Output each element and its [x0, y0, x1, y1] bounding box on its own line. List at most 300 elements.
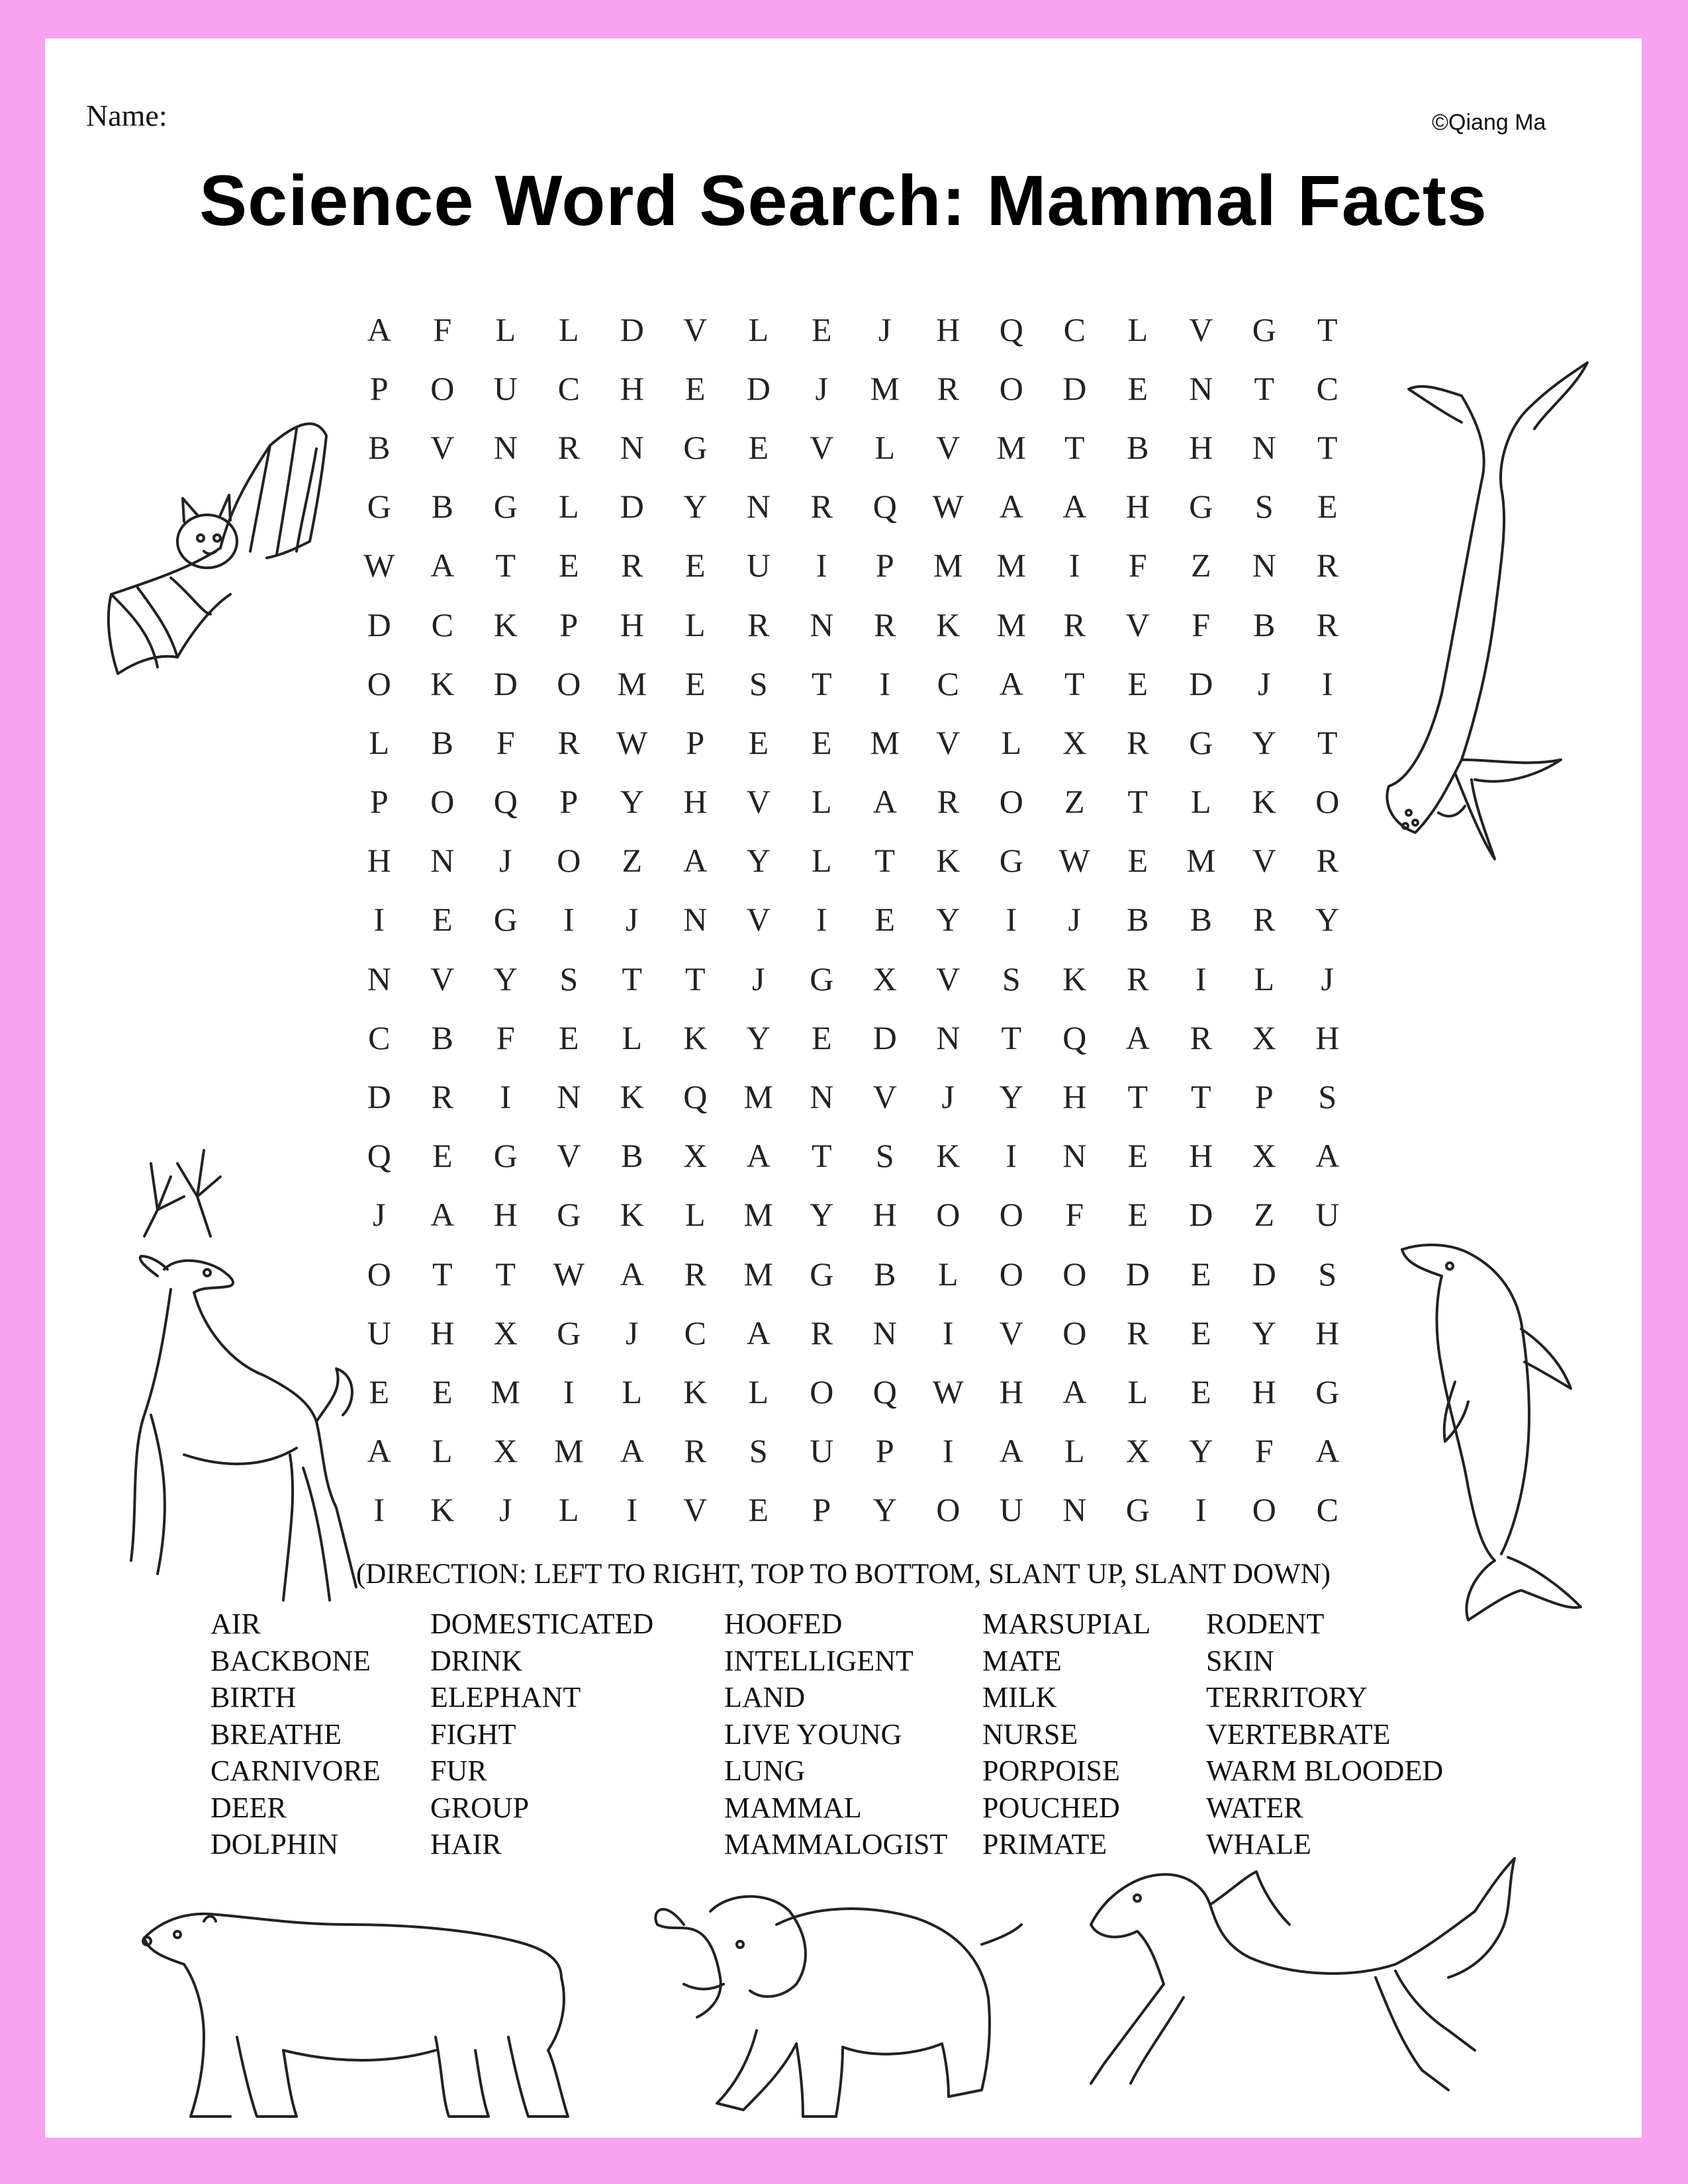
grid-letter: M	[996, 428, 1026, 466]
grid-letter: B	[1127, 901, 1149, 938]
grid-letter: Y	[620, 783, 644, 821]
grid-letter: F	[496, 1019, 515, 1056]
grid-letter: I	[1068, 547, 1080, 584]
grid-letter: N	[367, 960, 391, 997]
word-list-item: NURSE	[982, 1717, 1078, 1751]
grid-letter: A	[999, 1432, 1023, 1470]
grid-letter: R	[747, 606, 770, 643]
grid-letter: L	[1001, 723, 1022, 761]
grid-letter: T	[1064, 664, 1085, 702]
grid-letter: A	[620, 1432, 644, 1470]
grid-letter: L	[622, 1019, 643, 1056]
grid-letter: M	[870, 723, 900, 761]
grid-letter: G	[1125, 1491, 1150, 1529]
grid-letter: O	[936, 1491, 961, 1529]
word-list-item: DOMESTICATED	[430, 1608, 654, 1640]
word-list-item: SKIN	[1206, 1644, 1274, 1677]
grid-letter: E	[811, 723, 832, 761]
grid-letter: R	[1316, 842, 1338, 880]
word-list-item: LAND	[724, 1681, 806, 1713]
grid-letter: G	[557, 1196, 581, 1234]
grid-letter: M	[1186, 842, 1216, 880]
grid-letter: O	[1062, 1314, 1087, 1351]
grid-letter: T	[1001, 1019, 1022, 1056]
grid-letter: I	[879, 664, 891, 702]
grid-letter: A	[683, 842, 708, 880]
grid-letter: A	[367, 310, 391, 348]
grid-letter: O	[367, 1255, 391, 1293]
word-list-column-3	[724, 1606, 947, 1863]
grid-letter: Q	[683, 1078, 708, 1116]
grid-letter: P	[559, 783, 579, 821]
grid-letter: I	[816, 901, 827, 938]
grid-letter: E	[684, 547, 706, 584]
grid-letter: L	[558, 488, 579, 525]
grid-letter: K	[1062, 960, 1087, 997]
grid-letter: A	[999, 488, 1023, 525]
grid-letter: K	[620, 1196, 644, 1234]
grid-letter: B	[1190, 901, 1212, 938]
grid-letter: K	[936, 606, 961, 643]
word-list-item: POUCHED	[982, 1791, 1120, 1824]
grid-letter: R	[557, 428, 580, 466]
grid-letter: E	[1127, 1137, 1149, 1175]
grid-letter: U	[1315, 1196, 1340, 1234]
grid-letter: A	[746, 1137, 771, 1175]
grid-letter: E	[1190, 1255, 1211, 1293]
grid-letter: Y	[1252, 723, 1276, 761]
grid-letter: L	[811, 783, 832, 821]
grid-letter: E	[748, 428, 769, 466]
grid-letter: S	[749, 664, 768, 702]
grid-letter: P	[812, 1491, 831, 1529]
word-list-column-2	[430, 1606, 653, 1863]
grid-letter: I	[1195, 1491, 1207, 1529]
grid-letter: P	[1254, 1078, 1274, 1116]
grid-letter: X	[493, 1432, 518, 1470]
grid-letter: J	[373, 1196, 386, 1234]
grid-letter: X	[493, 1314, 518, 1351]
page-title: Science Word Search: Mammal Facts	[199, 160, 1487, 240]
deer-illustration	[105, 1137, 389, 1627]
grid-letter: U	[746, 547, 771, 584]
grid-letter: U	[367, 1314, 391, 1351]
polar-bear-illustration	[138, 1905, 588, 2130]
grid-letter: W	[616, 723, 648, 761]
grid-letter: S	[875, 1137, 894, 1175]
grid-letter: H	[430, 1314, 455, 1351]
grid-letter: O	[1315, 783, 1340, 821]
grid-letter: R	[937, 369, 959, 407]
grid-letter: F	[1128, 547, 1147, 584]
grid-letter: T	[1317, 723, 1338, 761]
word-list-item: WATER	[1206, 1791, 1303, 1824]
word-list-item: MARSUPIAL	[982, 1608, 1151, 1640]
grid-letter: D	[746, 369, 771, 407]
grid-letter: G	[1189, 723, 1213, 761]
grid-letter: V	[810, 428, 834, 466]
grid-letter: O	[999, 783, 1023, 821]
grid-letter: L	[1190, 783, 1211, 821]
grid-letter: G	[1189, 488, 1213, 525]
grid-letter: Y	[746, 1019, 771, 1056]
grid-letter: J	[1321, 960, 1334, 997]
grid-letter: Z	[1254, 1196, 1275, 1234]
word-list-item: WHALE	[1206, 1828, 1311, 1860]
grid-letter: F	[496, 723, 515, 761]
word-list-item: BIRTH	[211, 1681, 297, 1713]
grid-letter: N	[493, 428, 518, 466]
grid-letter: X	[1062, 723, 1087, 761]
grid-letter: B	[1253, 606, 1276, 643]
grid-letter: K	[936, 842, 961, 880]
grid-letter: D	[1125, 1255, 1150, 1293]
grid-letter: O	[557, 664, 581, 702]
grid-letter: D	[367, 1078, 391, 1116]
grid-letter: U	[493, 369, 518, 407]
grid-letter: C	[1316, 1491, 1338, 1529]
grid-letter: N	[872, 1314, 897, 1351]
grid-letter: I	[1006, 901, 1017, 938]
grid-letter: L	[1254, 960, 1275, 997]
grid-letter: V	[936, 960, 961, 997]
word-list-column-5	[1206, 1606, 1443, 1863]
word-list-item: LIVE YOUNG	[724, 1717, 902, 1751]
grid-letter: R	[1127, 960, 1149, 997]
grid-letter: I	[373, 901, 385, 938]
copyright-notice: ©Qiang Ma	[1432, 110, 1546, 135]
word-list-item: INTELLIGENT	[724, 1644, 914, 1677]
grid-letter: N	[1252, 547, 1276, 584]
grid-letter: E	[684, 664, 706, 702]
grid-letter: D	[493, 664, 518, 702]
grid-letter: V	[936, 723, 961, 761]
letter-grid	[348, 300, 1359, 1539]
grid-letter: T	[811, 664, 832, 702]
grid-letter: E	[558, 1019, 579, 1056]
grid-letter: V	[1189, 310, 1213, 348]
grid-letter: V	[936, 428, 961, 466]
grid-letter: I	[563, 901, 575, 938]
grid-letter: O	[810, 1373, 834, 1410]
grid-letter: T	[622, 960, 643, 997]
grid-letter: O	[936, 1196, 961, 1234]
grid-letter: N	[620, 428, 644, 466]
grid-letter: P	[369, 369, 389, 407]
grid-letter: G	[683, 428, 708, 466]
grid-letter: N	[746, 488, 771, 525]
word-list-item: HAIR	[430, 1828, 502, 1860]
grid-letter: S	[1254, 488, 1274, 525]
grid-letter: G	[493, 488, 518, 525]
grid-letter: L	[432, 1432, 453, 1470]
grid-letter: D	[872, 1019, 897, 1056]
grid-letter: T	[874, 842, 896, 880]
grid-letter: F	[433, 310, 452, 348]
grid-letter: I	[1321, 664, 1333, 702]
grid-letter: J	[499, 1491, 512, 1529]
grid-letter: M	[743, 1078, 773, 1116]
grid-letter: S	[1002, 960, 1021, 997]
word-list-item: BREATHE	[211, 1717, 342, 1751]
word-list-item: AIR	[211, 1608, 261, 1640]
grid-letter: C	[557, 369, 580, 407]
grid-letter: T	[432, 1255, 453, 1293]
grid-letter: L	[874, 428, 896, 466]
grid-letter: L	[811, 842, 832, 880]
grid-letter: N	[810, 1078, 834, 1116]
grid-letter: L	[495, 310, 516, 348]
grid-letter: C	[431, 606, 453, 643]
grid-letter: P	[875, 547, 894, 584]
grid-letter: Y	[493, 960, 518, 997]
grid-letter: Y	[810, 1196, 834, 1234]
word-list-item: PORPOISE	[982, 1754, 1120, 1787]
word-list-column-4	[982, 1606, 1150, 1863]
grid-letter: D	[1062, 369, 1087, 407]
grid-letter: R	[557, 723, 580, 761]
grid-letter: A	[430, 1196, 455, 1234]
grid-letter: A	[999, 664, 1023, 702]
grid-letter: X	[1125, 1432, 1150, 1470]
grid-letter: V	[683, 1491, 708, 1529]
grid-letter: D	[367, 606, 391, 643]
grid-letter: E	[1317, 488, 1338, 525]
grid-letter: N	[557, 1078, 581, 1116]
grid-letter: C	[684, 1314, 706, 1351]
grid-letter: A	[1062, 488, 1087, 525]
grid-letter: J	[941, 1078, 955, 1116]
grid-letter: N	[1252, 428, 1276, 466]
direction-note: (DIRECTION: LEFT TO RIGHT, TOP TO BOTTOM, SLANT UP, SLANT DOWN)	[355, 1559, 1331, 1590]
grid-letter: H	[1315, 1019, 1340, 1056]
grid-letter: G	[1315, 1373, 1340, 1410]
grid-letter: V	[746, 901, 771, 938]
grid-letter: H	[1189, 1137, 1213, 1175]
grid-letter: M	[933, 547, 963, 584]
grid-letter: R	[1127, 1314, 1149, 1351]
grid-letter: E	[1190, 1314, 1211, 1351]
grid-letter: L	[558, 1491, 579, 1529]
grid-letter: D	[1189, 1196, 1213, 1234]
grid-letter: C	[1316, 369, 1338, 407]
grid-letter: I	[500, 1078, 512, 1116]
word-list-item: VERTEBRATE	[1206, 1717, 1391, 1751]
grid-letter: E	[369, 1373, 390, 1410]
grid-letter: V	[430, 428, 455, 466]
grid-letter: G	[557, 1314, 581, 1351]
grid-letter: S	[749, 1432, 768, 1470]
grid-letter: S	[1318, 1078, 1337, 1116]
grid-letter: L	[1064, 1432, 1085, 1470]
grid-letter: H	[620, 369, 644, 407]
grid-letter: Y	[1315, 901, 1340, 938]
word-list-item: PRIMATE	[982, 1828, 1107, 1860]
grid-letter: Y	[1189, 1432, 1213, 1470]
grid-letter: T	[811, 1137, 832, 1175]
word-list-item: BACKBONE	[211, 1644, 371, 1677]
grid-letter: O	[999, 369, 1023, 407]
grid-letter: B	[621, 1137, 643, 1175]
grid-letter: R	[684, 1255, 706, 1293]
word-list-item: TERRITORY	[1206, 1681, 1368, 1713]
grid-letter: V	[557, 1137, 581, 1175]
grid-letter: Q	[999, 310, 1023, 348]
grid-letter: Q	[1062, 1019, 1087, 1056]
grid-letter: J	[815, 369, 828, 407]
word-list-item: RODENT	[1206, 1608, 1325, 1640]
grid-letter: J	[752, 960, 765, 997]
word-list-item: CARNIVORE	[211, 1754, 381, 1787]
grid-letter: A	[367, 1432, 391, 1470]
grid-letter: M	[617, 664, 647, 702]
grid-letter: O	[1062, 1255, 1087, 1293]
grid-letter: K	[1252, 783, 1276, 821]
grid-letter: E	[432, 1137, 453, 1175]
grid-letter: V	[872, 1078, 897, 1116]
grid-letter: O	[1252, 1491, 1276, 1529]
word-list-item: ELEPHANT	[430, 1681, 581, 1713]
grid-letter: T	[495, 1255, 516, 1293]
grid-letter: A	[872, 783, 897, 821]
grid-letter: D	[1189, 664, 1213, 702]
grid-letter: G	[810, 960, 834, 997]
grid-letter: L	[684, 1196, 706, 1234]
grid-letter: L	[748, 1373, 769, 1410]
grid-letter: B	[368, 428, 391, 466]
grid-letter: V	[1252, 842, 1276, 880]
grid-letter: Q	[493, 783, 518, 821]
grid-letter: B	[1127, 428, 1149, 466]
grid-letter: A	[1062, 1373, 1087, 1410]
grid-letter: B	[431, 488, 453, 525]
grid-letter: Y	[1252, 1314, 1276, 1351]
grid-letter: D	[620, 488, 644, 525]
word-list-item: DOLPHIN	[211, 1828, 339, 1860]
grid-letter: H	[683, 783, 708, 821]
grid-letter: L	[1127, 1373, 1149, 1410]
grid-letter: F	[1065, 1196, 1084, 1234]
grid-letter: Y	[936, 901, 961, 938]
grid-letter: T	[495, 547, 516, 584]
word-list-item: MATE	[982, 1644, 1062, 1677]
grid-letter: K	[620, 1078, 644, 1116]
grid-letter: O	[430, 369, 455, 407]
grid-letter: J	[626, 1314, 639, 1351]
grid-letter: G	[493, 901, 518, 938]
grid-letter: W	[932, 1373, 964, 1410]
grid-letter: G	[999, 842, 1023, 880]
word-list-item: MAMMALOGIST	[724, 1828, 948, 1860]
grid-letter: M	[743, 1255, 773, 1293]
grid-letter: H	[1125, 488, 1150, 525]
grid-letter: C	[937, 664, 959, 702]
grid-letter: H	[1315, 1314, 1340, 1351]
grid-letter: Y	[746, 842, 771, 880]
grid-letter: X	[872, 960, 897, 997]
word-list-item: LUNG	[724, 1754, 806, 1787]
grid-letter: R	[431, 1078, 453, 1116]
grid-letter: K	[430, 664, 455, 702]
word-list-item: HOOFED	[724, 1608, 843, 1640]
grid-letter: X	[1252, 1019, 1276, 1056]
grid-letter: X	[683, 1137, 708, 1175]
grid-letter: K	[936, 1137, 961, 1175]
word-list-item: DRINK	[430, 1644, 523, 1677]
grid-letter: L	[558, 310, 579, 348]
grid-letter: O	[367, 664, 391, 702]
grid-letter: T	[1317, 310, 1338, 348]
grid-letter: N	[683, 901, 708, 938]
grid-letter: B	[431, 723, 453, 761]
grid-letter: R	[810, 488, 833, 525]
grid-letter: C	[368, 1019, 391, 1056]
worksheet-page	[45, 38, 1642, 2138]
word-list-item: FIGHT	[430, 1717, 516, 1751]
grid-letter: N	[810, 606, 834, 643]
grid-letter: L	[622, 1373, 643, 1410]
grid-letter: A	[620, 1255, 644, 1293]
grid-letter: F	[1254, 1432, 1274, 1470]
grid-letter: B	[431, 1019, 453, 1056]
grid-letter: Y	[999, 1078, 1023, 1116]
grid-letter: G	[367, 488, 391, 525]
grid-letter: R	[684, 1432, 706, 1470]
grid-letter: P	[559, 606, 579, 643]
word-list-item: WARM BLOODED	[1206, 1754, 1444, 1787]
grid-letter: L	[1127, 310, 1149, 348]
grid-letter: E	[748, 723, 769, 761]
grid-letter: N	[1062, 1491, 1087, 1529]
grid-letter: I	[626, 1491, 638, 1529]
grid-letter: W	[1058, 842, 1090, 880]
word-list-item: MAMMAL	[724, 1791, 862, 1824]
grid-letter: Y	[872, 1491, 897, 1529]
grid-letter: A	[1315, 1137, 1340, 1175]
grid-letter: E	[1127, 664, 1149, 702]
grid-letter: R	[1316, 547, 1338, 584]
grid-letter: Q	[872, 488, 897, 525]
grid-letter: R	[1253, 901, 1276, 938]
grid-letter: N	[430, 842, 455, 880]
bat-illustration	[98, 396, 336, 687]
grid-letter: J	[499, 842, 512, 880]
grid-letter: X	[1252, 1137, 1276, 1175]
elephant-illustration	[644, 1885, 1041, 2136]
grid-letter: E	[432, 1373, 453, 1410]
grid-letter: T	[684, 960, 706, 997]
grid-letter: O	[999, 1196, 1023, 1234]
grid-letter: H	[999, 1373, 1023, 1410]
grid-letter: T	[1127, 1078, 1149, 1116]
grid-letter: E	[748, 1491, 769, 1529]
grid-letter: D	[1252, 1255, 1276, 1293]
grid-letter: K	[430, 1491, 455, 1529]
grid-letter: E	[811, 1019, 832, 1056]
grid-letter: Q	[367, 1137, 391, 1175]
grid-letter: I	[563, 1373, 575, 1410]
grid-letter: N	[1189, 369, 1213, 407]
grid-letter: Z	[1064, 783, 1085, 821]
grid-letter: E	[558, 547, 579, 584]
grid-letter: M	[491, 1373, 520, 1410]
name-label: Name:	[86, 99, 167, 132]
grid-letter: R	[937, 783, 959, 821]
grid-letter: E	[874, 901, 896, 938]
horse-illustration	[1078, 1852, 1528, 2116]
grid-letter: L	[684, 606, 706, 643]
grid-letter: R	[1316, 606, 1338, 643]
